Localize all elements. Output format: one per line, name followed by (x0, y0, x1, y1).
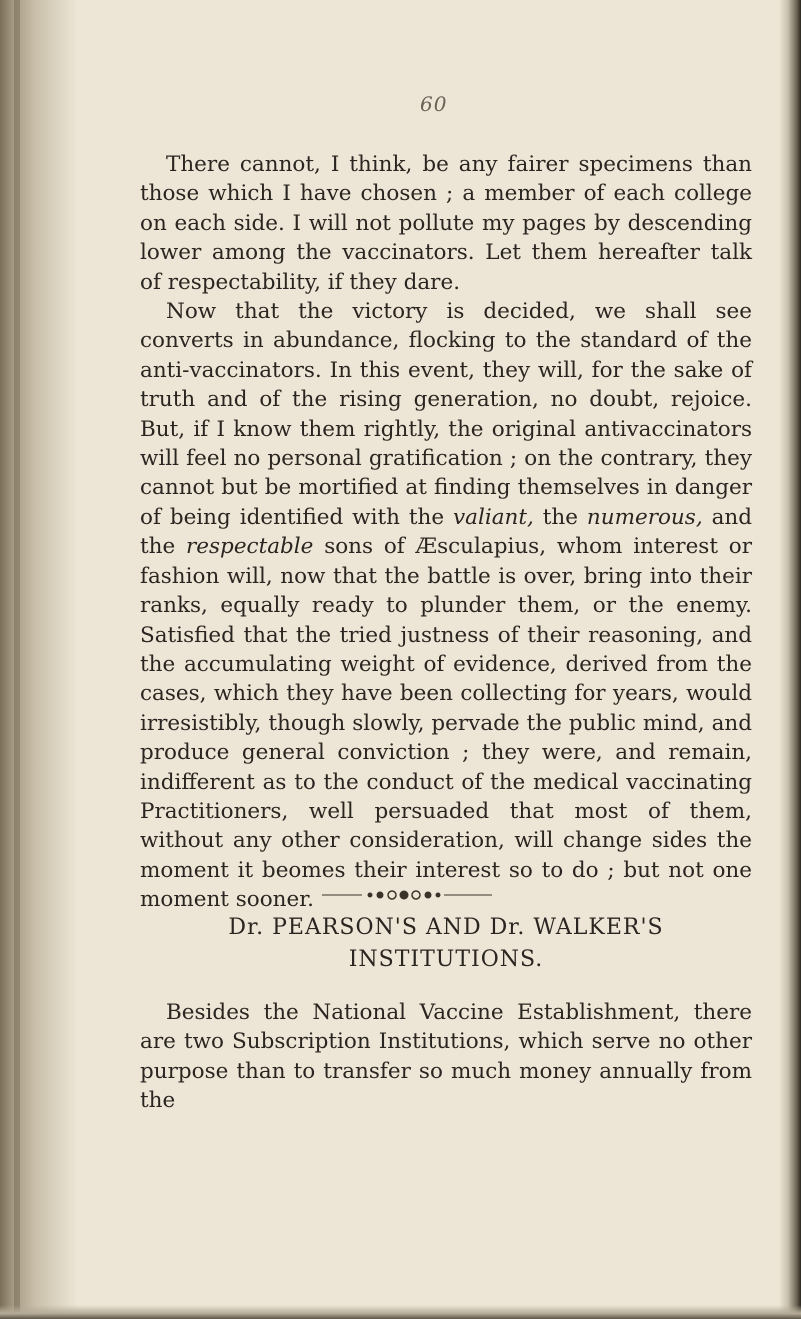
binding-stripe (14, 0, 20, 1319)
paragraph-3: Besides the National Vaccine Establishment, there are two Subscription Institutions, which serve no other purpose than to transfer so much money annually from the (140, 1000, 752, 1114)
page-right-edge (779, 0, 801, 1319)
section-heading: Dr. PEARSON'S AND Dr. WALKER'S INSTITUTIONS. (228, 915, 664, 972)
paragraph-2-part-4: sons of Æsculapius, whom interest or fashion will, now that the battle is over, bring into their ranks, equally ready to plunder them, or the enemy. Satisfied that the tried justness of their reasoning, and the accumulating weight of evidence, derived from the cases, which they have been collecting for years, would irresistibly, though slowly, pervade the public mind, and produce general conviction ; they were, and remain, indifferent as to the conduct of the medical vaccinating Practitioners, well persuaded that most of them, without any other consideration, will change sides the moment it beomes their interest so to do ; but not one moment sooner. (140, 534, 752, 913)
section-divider-ornament (322, 888, 492, 902)
body-text-top (140, 150, 752, 915)
word-numerous: numerous, (586, 504, 703, 530)
word-valiant: valiant, (453, 504, 534, 530)
word-respectable: respectable (186, 534, 314, 560)
page-number: 60 (420, 92, 448, 116)
page-bottom-edge (0, 1305, 801, 1319)
paragraph-2 (140, 297, 752, 915)
paragraph-2-part-2: the (533, 504, 587, 530)
binding-gutter (0, 0, 78, 1319)
paragraph-1: There cannot, I think, be any fairer specimens than those which I have chosen ; a member of each college on each side. I will not pollute my pages by descending lower among the vaccinators. Let them hereafter talk of respectability, if they dare. (140, 152, 752, 295)
body-text-bottom (140, 998, 752, 1116)
paragraph-2-part-1: Now that the victory is decided, we shall see converts in abundance, flocking to the standard of the anti-vaccinators. In this event, they will, for the sake of truth and of the rising generation, no doubt, rejoice. But, if I know them rightly, the original antivaccinators will feel no personal gratification ; on the contrary, they cannot but be mortified at finding themselves in danger of being identified with the (140, 299, 752, 530)
paragraph-2-part-3: and the (140, 504, 753, 560)
